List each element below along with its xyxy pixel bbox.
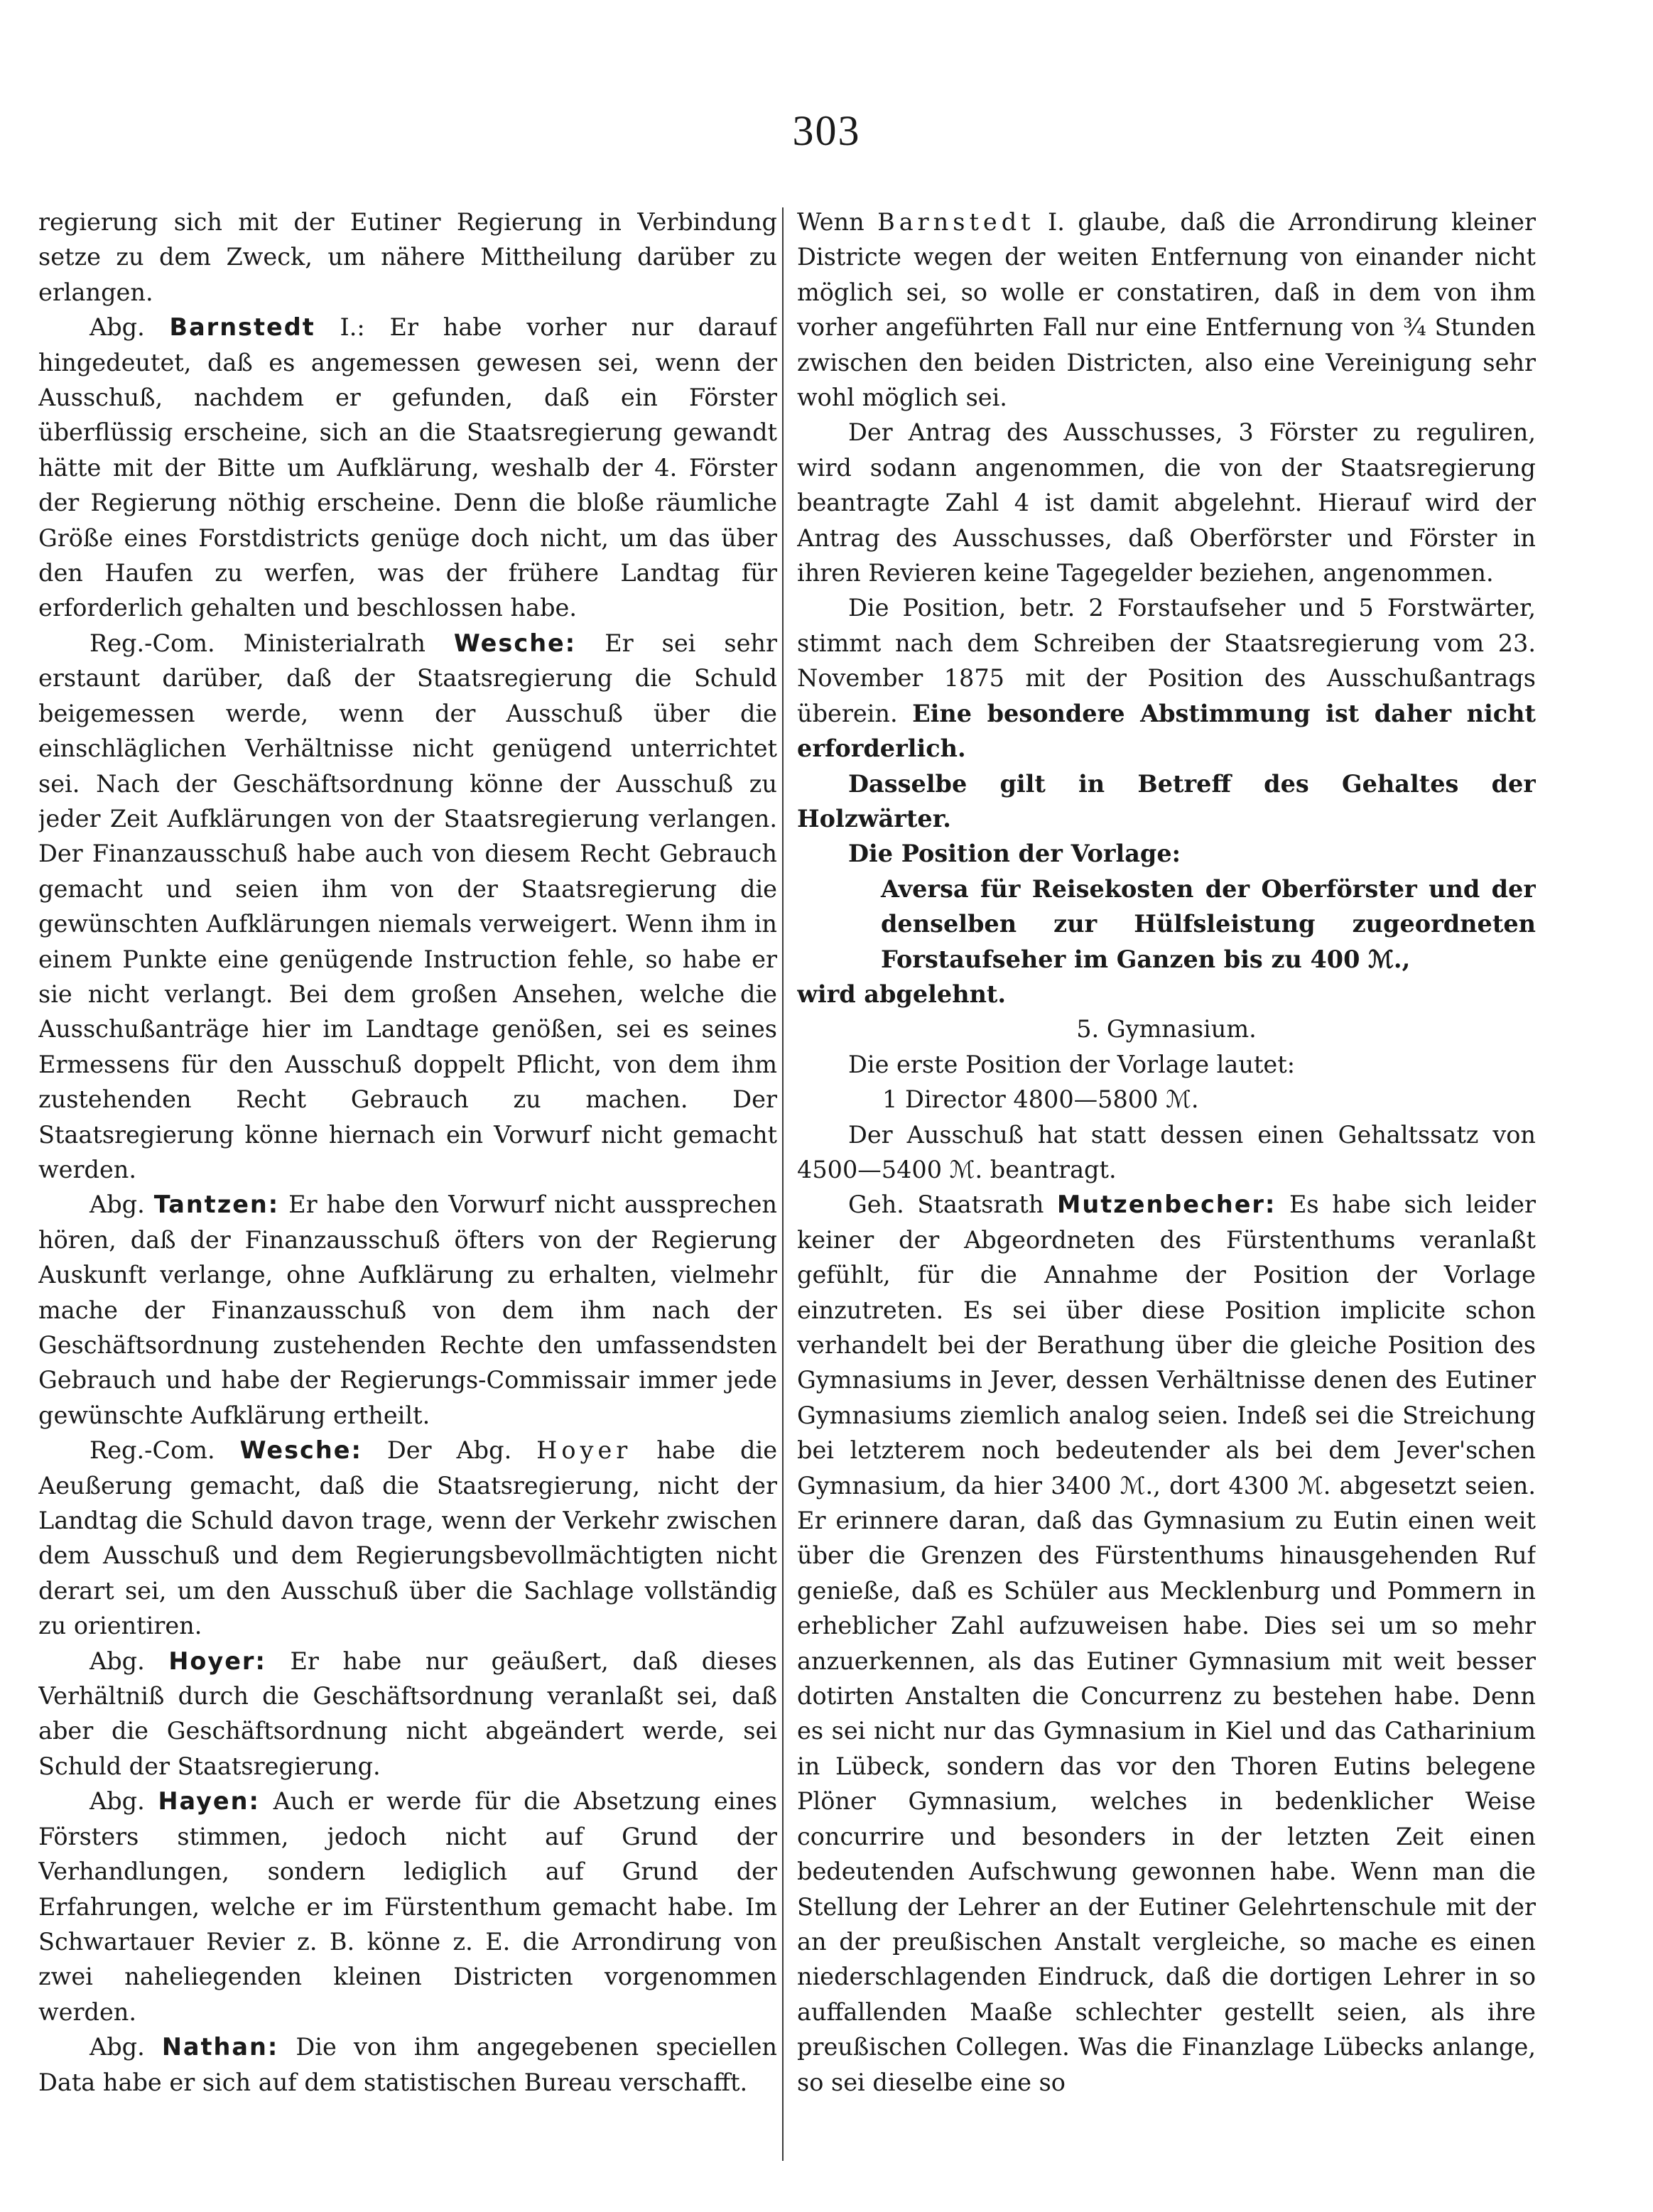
paragraph-text: I. glaube, daß die Arrondirung kleiner Districte wegen der weiten Entfernung von einander nicht möglich sei, so wolle er constatiren, daß in dem von ihm vorher angeführten Fall nur eine Entfernung von ¾ Stunden zwischen den beiden Districten, also eine Vereinigung sehr wohl möglich sei. [797,208,1536,412]
paragraph: Die Position der Vorlage: [848,840,1181,868]
paragraph [797,590,1536,766]
speaker-name: Wesche: [239,1436,362,1465]
speaker-prefix: Reg.-Com. [90,1436,215,1465]
speaker-prefix: Abg. [90,313,145,342]
person-name: Hoyer [536,1436,632,1465]
paragraph: regierung sich mit der Eutiner Regierung in Verbindung setze zu dem Zweck, um nähere Mittheilung darüber zu erlangen. [38,208,777,306]
speaker-prefix: Abg. [90,1647,145,1675]
speaker-prefix: Abg. [90,2033,145,2061]
paragraph [797,1187,1536,2100]
position-item: 1 Director 4800—5800 ℳ. [882,1085,1199,1114]
paragraph-text: Es habe sich leider keiner der Abgeordneten des Fürstenthums veranlaßt gefühlt, für die Annahme der Position der Vorlage einzutreten. Es sei über diese Position implicite schon verhandelt bei der Berathung über die gleiche Position des Gymnasiums in Jever, dessen Verhältnisse denen des Eutiner Gymnasiums ziemlich analog seien. Indeß sei die Streichung bei letzterem noch bedeutender als bei dem Jever'schen Gymnasium, da hier 3400 ℳ., dort 4300 ℳ. abgesetzt seien. Er erinnere daran, daß das Gymnasium zu Eutin einen weit über die Grenzen des Fürstenthums hinausgehenden Ruf genieße, daß es Schüler aus Mecklenburg und Pommern in erheblicher Zahl aufzuweisen habe. Dies sei um so mehr anzuerkennen, als das Eutiner Gymnasium mit weit besser dotirten Anstalten die Concurrenz zu bestehen habe. Denn es sei nicht nur das Gymnasium in Kiel und das Catharinium in Lübeck, sondern das vor den Thoren Eutins belegene Plöner Gymnasium, welches in bedenklicher Weise concurrire und besonders in der letzten Zeit einen bedeutenden Aufschwung gewonnen habe. Wenn man die Stellung der Lehrer an der Eutiner Gelehrtenschule mit der an der preußischen Anstalt vergleiche, so mache es einen niederschlagenden Eindruck, daß die dortigen Lehrer in so auffallenden Maaße schlechter gestellt seien, als ihre preußischen Collegen. Was die Finanzlage Lübecks anlange, so sei dieselbe eine so [797,1191,1536,2096]
speaker-prefix: Abg. [90,1191,145,1219]
paragraph-text: Er sei sehr erstaunt darüber, daß der Staatsregierung die Schuld beigemessen werde, wenn der Ausschuß über die einschläglichen Verhältnisse nicht genügend unterrichtet sei. Nach der Geschäftsordnung könne der Ausschuß zu jeder Zeit Aufklärungen von der Staatsregierung verlangen. Der Finanzausschuß habe auch von diesem Recht Gebrauch gemacht und seien ihm von der Staatsregierung die gewünschten Aufklärungen niemals verweigert. Wenn ihm in einem Punkte eine genügende Instruction fehle, so habe er sie nicht verlangt. Bei dem großen Ansehen, welche die Ausschußanträge hier im Landtage genößen, sei es seines Ermessens für den Ausschuß doppelt Pflicht, von dem ihm zustehenden Recht Gebrauch zu machen. Der Staatsregierung könne hiernach ein Vorwurf nicht gemacht werden. [38,629,777,1183]
paragraph [38,1644,777,1784]
quoted-position: Aversa für Reisekosten der Oberförster und der denselben zur Hülfsleistung zugeordneten Forstaufseher im Ganzen bis zu 400 ℳ., [881,874,1536,973]
paragraph-text: Wenn [797,208,865,236]
speaker-name: Barnstedt [169,313,315,342]
paragraph: Der Antrag des Ausschusses, 3 Förster zu reguliren, wird sodann angenommen, die von der Staatsregierung beantragte Zahl 4 ist damit abgelehnt. Hierauf wird der Antrag des Ausschusses, daß Oberförster und Förster in ihren Revieren keine Tagegelder beziehen, angenommen. [797,418,1536,587]
paragraph-text: Er habe nur geäußert, daß dieses Verhältniß durch die Geschäftsordnung veranlaßt sei, daß aber die Geschäftsordnung nicht abgeändert werde, sei Schuld der Staatsregierung. [38,1647,777,1780]
person-name: Barnstedt [877,208,1035,236]
paragraph [38,310,777,626]
speaker-name: Nathan: [161,2033,279,2061]
paragraph [38,1433,777,1643]
bold-statement: Eine besondere Abstimmung ist daher nicht erforderlich. [797,699,1536,763]
paragraph: Dasselbe gilt in Betreff des Gehaltes der Holzwärter. [797,769,1536,833]
page-number: 303 [792,107,861,154]
paragraph-text: Die von ihm angegebenen speciellen Data habe er sich auf dem statistischen Bureau verschafft. [38,2033,777,2096]
speaker-name: Mutzenbecher: [1057,1191,1277,1219]
paragraph-text: Auch er werde für die Absetzung eines Försters stimmen, jedoch nicht auf Grund der Verhandlungen, sondern lediglich auf Grund der Erfahrungen, welche er im Fürstenthum gemacht habe. Im Schwartauer Revier z. B. könne z. E. die Arrondirung von zwei naheliegenden kleinen Districten vorgenommen werden. [38,1787,777,2026]
paragraph-text: Die Position, betr. 2 Forstaufseher und 5 Forstwärter, stimmt nach dem Schreiben der Staatsregierung vom 23. November 1875 mit der Position des Ausschußantrags überein. [797,594,1536,727]
speaker-prefix: Geh. Staatsrath [848,1191,1044,1219]
paragraph [38,626,777,1188]
paragraph: Die erste Position der Vorlage lautet: [848,1050,1295,1078]
paragraph-text: Der Abg. [386,1436,512,1465]
column-rule [782,207,784,2161]
speaker-suffix: I.: [340,313,365,342]
paragraph [38,1187,777,1433]
speaker-name: Hayen: [158,1787,260,1816]
paragraph [38,2029,777,2100]
speaker-prefix: Reg.-Com. Ministerialrath [90,629,426,657]
section-heading: 5. Gymnasium. [1076,1015,1257,1043]
paragraph-text: Er habe den Vorwurf nicht aussprechen hören, daß der Finanzausschuß öfters von der Regierung Auskunft verlange, ohne Aufklärung zu erhalten, vielmehr mache der Finanzausschuß von dem ihm nach der Geschäftsordnung zustehenden Rechte den umfassendsten Gebrauch und habe der Regierungs-Commissair immer jede gewünschte Aufklärung ertheilt. [38,1191,777,1429]
paragraph-text: Er habe vorher nur darauf hingedeutet, daß es angemessen gewesen sei, wenn der Ausschuß, nachdem er gefunden, daß ein Förster überflüssig erscheine, sich an die Staatsregierung gewandt hätte mit der Bitte um Aufklärung, weshalb der 4. Förster der Regierung nöthig erscheine. Denn die bloße räumliche Größe eines Forstdistricts genüge doch nicht, um das über den Haufen zu werfen, was der frühere Landtag für erforderlich gehalten und beschlossen habe. [38,313,777,622]
right-column [797,205,1536,2172]
paragraph-text: habe die Aeußerung gemacht, daß die Staatsregierung, nicht der Landtag die Schuld davon trage, wenn der Verkehr zwischen dem Ausschuß und dem Regierungsbevollmächtigten nicht derart sei, um den Ausschuß über die Sachlage vollständig zu orientiren. [38,1436,777,1640]
speaker-name: Wesche: [453,629,577,657]
decision-line: wird abgelehnt. [797,980,1007,1008]
paragraph [797,205,1536,415]
paragraph [38,1784,777,2029]
left-column [38,205,777,2172]
speaker-name: Hoyer: [168,1647,266,1675]
paragraph: Der Ausschuß hat statt dessen einen Gehaltssatz von 4500—5400 ℳ. beantragt. [797,1120,1536,1183]
speaker-name: Tantzen: [153,1191,280,1219]
speaker-prefix: Abg. [90,1787,145,1816]
